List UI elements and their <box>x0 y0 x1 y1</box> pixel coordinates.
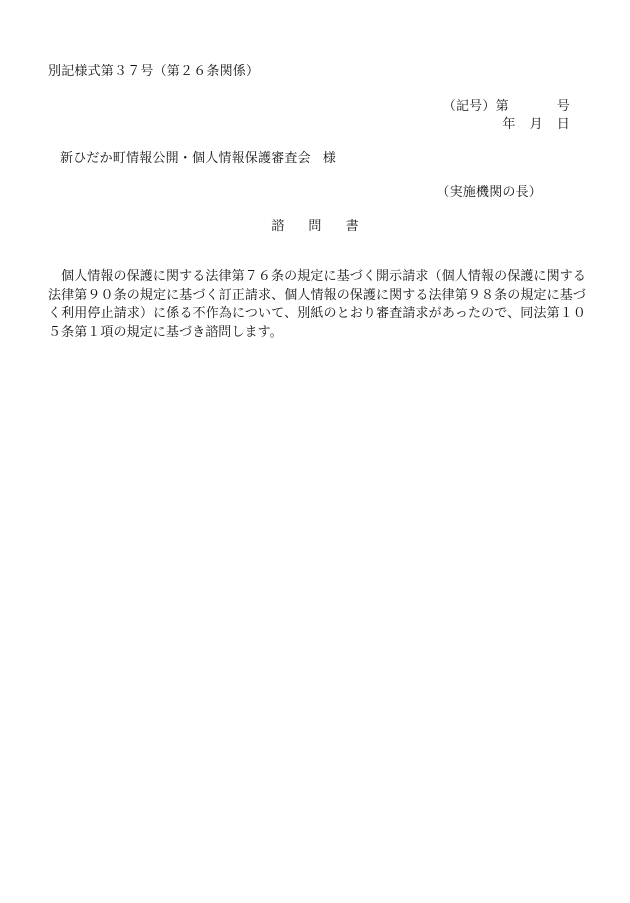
date-line <box>502 116 570 134</box>
addressee-name: 新ひだか町情報公開・個人情報保護審査会 <box>60 151 311 166</box>
title-char-3: 書 <box>345 219 359 234</box>
reference-number-line <box>443 98 570 116</box>
sender: （実施機関の長） <box>436 185 542 200</box>
title-char-2: 問 <box>308 219 322 234</box>
reference-suffix: 号 <box>556 99 570 114</box>
title-char-1: 諮 <box>271 219 285 234</box>
body-paragraph: 個人情報の保護に関する法律第７６条の規定に基づく開示請求（個人情報の保護に関する法律第９０条の規定に基づく訂正請求、個人情報の保護に関する法律第９８条の規定に基づく利用停止請求）に係る不作為について、別紙のとおり審査請求があったので、同法第１０５条第１項の規定に基づき諮問します。 <box>48 269 586 340</box>
date-year: 年 <box>502 117 516 132</box>
addressee <box>60 150 336 168</box>
document-title <box>0 218 630 236</box>
reference-label: （記号）第 <box>442 99 509 114</box>
form-reference: 別記様式第３７号（第２６条関係） <box>48 64 260 79</box>
date-day: 日 <box>556 117 570 132</box>
date-month: 月 <box>529 117 543 132</box>
addressee-honorific: 様 <box>322 151 337 166</box>
